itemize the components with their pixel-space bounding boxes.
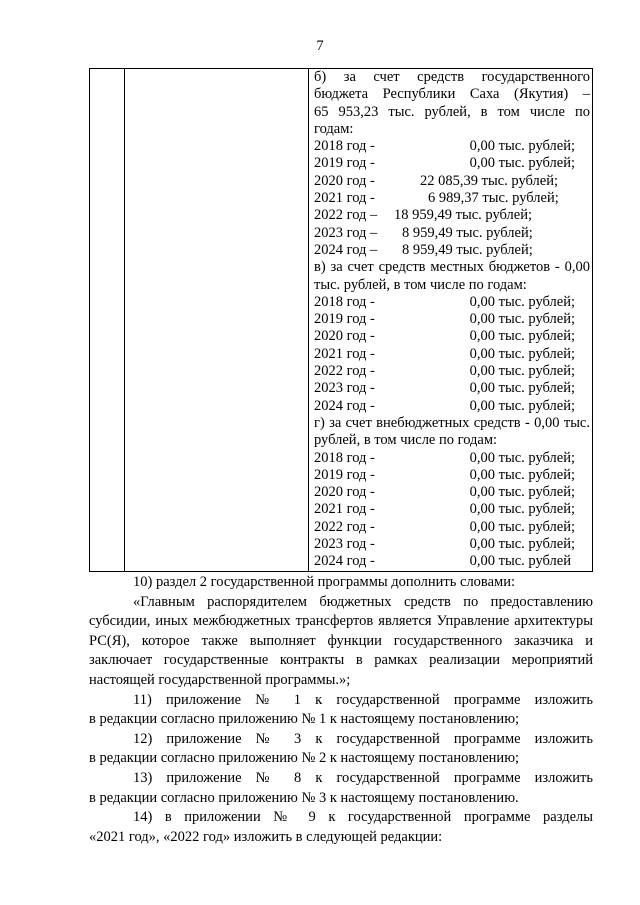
year-label: 2024 год - — [314, 397, 375, 414]
year-sum: 6 989,37 тыс. рублей; — [428, 190, 559, 207]
year-row — [314, 519, 590, 536]
year-row — [314, 242, 590, 259]
year-row — [314, 225, 590, 242]
year-sum: 18 959,49 тыс. рублей; — [394, 207, 532, 224]
year-sum: 0,00 тыс. рублей; — [469, 518, 575, 535]
year-label: 2023 год – — [314, 224, 378, 241]
body-text — [89, 573, 593, 847]
year-label: 2021 год - — [314, 501, 375, 518]
year-sum: 0,00 тыс. рублей; — [469, 449, 575, 466]
budget-table — [89, 68, 593, 572]
year-label: 2024 год - — [314, 553, 375, 570]
year-sum: 8 959,49 тыс. рублей; — [402, 224, 533, 241]
year-sum: 0,00 тыс. рублей; — [469, 293, 575, 310]
section-b-heading-line: бюджета Республики Саха (Якутия) – — [314, 86, 590, 103]
year-label: 2018 год - — [314, 138, 375, 155]
year-row — [314, 207, 590, 224]
year-sum: 0,00 тыс. рублей; — [469, 536, 575, 553]
paragraph-14-line1: 14) в приложении № 9 к государственной программе разделы — [133, 809, 593, 826]
year-row — [314, 536, 590, 553]
section-g-heading-line: г) за счет внебюджетных средств - 0,00 тыс. — [314, 414, 590, 431]
section-v-heading-line: тыс. рублей, в том числе по годам: — [314, 276, 527, 293]
year-sum: 0,00 тыс. рублей; — [469, 484, 575, 501]
year-row — [314, 173, 590, 190]
year-sum: 8 959,49 тыс. рублей; — [402, 241, 533, 258]
paragraph-13-line2: в редакции согласно приложению № 3 к настоящему постановлению. — [89, 789, 519, 806]
year-row — [314, 294, 590, 311]
year-row — [314, 380, 590, 397]
year-sum: 0,00 тыс. рублей; — [469, 363, 575, 380]
year-sum: 0,00 тыс. рублей — [469, 553, 571, 570]
paragraph-11-line2: в редакции согласно приложению № 1 к настоящему постановлению; — [89, 711, 520, 728]
year-label: 2018 год - — [314, 293, 375, 310]
year-sum: 22 085,39 тыс. рублей; — [420, 172, 558, 189]
year-row — [314, 450, 590, 467]
section-v-heading-line: в) за счет средств местных бюджетов - 0,00 — [314, 259, 590, 276]
paragraph-quote: «Главным распорядителем бюджетных средств по предоставлению субсидии, иных межбюджетных трансфертов является Управление архитектуры РС(Я), которое также выполняет функции государственного заказчика и заключает государственные контракты в рамках реализации мероприятий настоящей государственной программы.»; — [89, 593, 593, 688]
year-label: 2019 год - — [314, 466, 375, 483]
year-label: 2023 год - — [314, 380, 375, 397]
year-label: 2019 год - — [314, 155, 375, 172]
year-row — [314, 484, 590, 501]
year-label: 2022 год - — [314, 363, 375, 380]
year-row — [314, 155, 590, 172]
paragraph-13-line1: 13) приложение № 8 к государственной программе изложить — [133, 769, 593, 786]
paragraph-11-line1: 11) приложение № 1 к государственной программе изложить — [133, 691, 593, 708]
table-column-divider — [124, 69, 125, 571]
paragraph-12-line1: 12) приложение № 3 к государственной программе изложить — [133, 730, 593, 747]
year-label: 2019 год - — [314, 311, 375, 328]
funding-cell — [314, 69, 590, 571]
table-column-divider — [308, 69, 309, 571]
year-row — [314, 398, 590, 415]
year-label: 2020 год - — [314, 484, 375, 501]
year-sum: 0,00 тыс. рублей; — [469, 501, 575, 518]
year-sum: 0,00 тыс. рублей; — [469, 466, 575, 483]
section-b-heading-line: 65 953,23 тыс. рублей, в том числе по — [314, 103, 590, 120]
year-sum: 0,00 тыс. рублей; — [469, 380, 575, 397]
year-row — [314, 467, 590, 484]
section-b-heading-line: б) за счет средств государственного — [314, 69, 590, 85]
year-sum: 0,00 тыс. рублей; — [469, 397, 575, 414]
year-label: 2021 год - — [314, 190, 375, 207]
paragraph-14-line2: «2021 год», «2022 год» изложить в следующей редакции: — [89, 828, 443, 845]
year-label: 2020 год - — [314, 328, 375, 345]
year-sum: 0,00 тыс. рублей; — [469, 155, 575, 172]
year-sum: 0,00 тыс. рублей; — [469, 328, 575, 345]
year-sum: 0,00 тыс. рублей; — [469, 138, 575, 155]
paragraph-10: 10) раздел 2 государственной программы дополнить словами: — [133, 574, 515, 590]
paragraph-12-line2: в редакции согласно приложению № 2 к настоящему постановлению; — [89, 750, 520, 767]
year-label: 2024 год – — [314, 241, 378, 258]
year-row — [314, 328, 590, 345]
year-label: 2022 год – — [314, 207, 378, 224]
year-row — [314, 311, 590, 328]
year-row — [314, 501, 590, 518]
year-label: 2020 год - — [314, 172, 375, 189]
year-sum: 0,00 тыс. рублей; — [469, 345, 575, 362]
year-row — [314, 363, 590, 380]
page-number: 7 — [316, 38, 324, 54]
year-sum: 0,00 тыс. рублей; — [469, 311, 575, 328]
section-b-heading-line: годам: — [314, 120, 354, 137]
year-row — [314, 346, 590, 363]
year-row — [314, 190, 590, 207]
section-g-heading-line: рублей, в том числе по годам: — [314, 432, 498, 449]
year-label: 2023 год - — [314, 536, 375, 553]
year-label: 2021 год - — [314, 345, 375, 362]
year-row — [314, 553, 590, 570]
year-label: 2022 год - — [314, 518, 375, 535]
year-row — [314, 138, 590, 155]
year-label: 2018 год - — [314, 449, 375, 466]
